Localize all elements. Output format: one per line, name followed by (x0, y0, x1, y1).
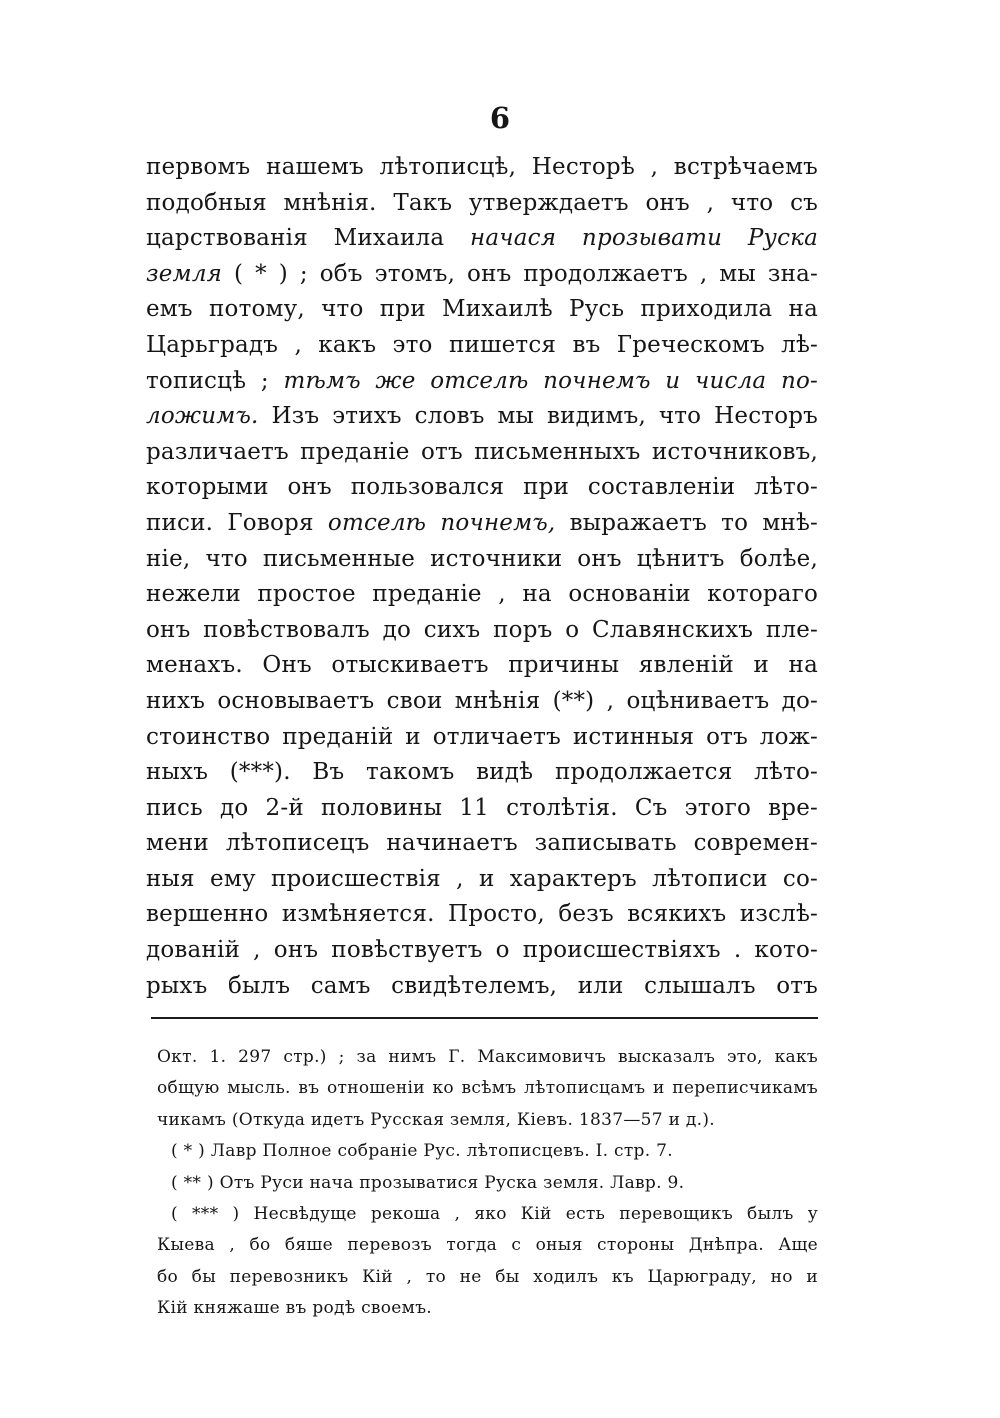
footnote-line: Кыева , бо бяше перевозъ тогда с оныя стороны Днѣпра. Аще (157, 1235, 818, 1256)
main-text (146, 150, 818, 1004)
footnote-1: ( * ) Лавр Полное собраніе Рус. лѣтописцевъ. I. стр. 7. (171, 1141, 673, 1162)
text-line: царствованія Михаила начася прозывати Руска (146, 225, 819, 252)
footnote-3: ( *** ) Несвѣдуще рекоша , яко Кій есть перевощикъ былъ у (171, 1203, 818, 1224)
footnote-line: общую мысль. въ отношеніи ко всѣмъ лѣтописцамъ и переписчикамъ (157, 1078, 818, 1099)
text-line: дованій , онъ повѣствуетъ о происшествіяхъ . кото- (146, 937, 818, 964)
text-line: ніе, что письменные источники онъ цѣнитъ болѣе, (146, 545, 818, 572)
text-line: мени лѣтописецъ начинаетъ записывать современ- (146, 830, 818, 857)
footnote-line: Окт. 1. 297 стр.) ; за нимъ Г. Максимовичъ высказалъ это, какъ (157, 1047, 818, 1067)
text-line: различаетъ преданіе отъ письменныхъ источниковъ, (146, 438, 818, 465)
text-line: емъ потому, что при Михаилѣ Русь приходила на (146, 296, 818, 323)
page-number: 6 (489, 101, 511, 135)
text-line: ложимъ. Изъ этихъ словъ мы видимъ, что Несторъ (146, 403, 819, 430)
text-line: онъ повѣствовалъ до сихъ поръ о Славянскихъ пле- (146, 616, 818, 643)
text-line: менахъ. Онъ отыскиваетъ причины явленій и на (146, 652, 818, 679)
quote-italic: начася прозывати Руска (470, 225, 819, 252)
text-line: подобныя мнѣнія. Такъ утверждаетъ онъ , что съ (146, 189, 818, 216)
footnote-divider (151, 1017, 818, 1019)
footnotes (157, 1042, 818, 1325)
text-line: ныхъ (***). Въ такомъ видѣ продолжается лѣто- (146, 759, 818, 786)
text-line: ныя ему происшествія , и характеръ лѣтописи со- (146, 865, 818, 892)
text-line: стоинство преданій и отличаетъ истинныя отъ лож- (146, 723, 818, 750)
quote-italic: ложимъ. (146, 403, 259, 430)
text-line: Царьградъ , какъ это пишется въ Греческомъ лѣ- (146, 331, 818, 358)
text-line: рыхъ былъ самъ свидѣтелемъ, или слышалъ отъ (146, 972, 818, 999)
footnote-line: чикамъ (Откуда идетъ Русская земля, Кіевъ. 1837—57 и д.). (157, 1109, 716, 1130)
footnote-line: Кій княжаше въ родѣ своемъ. (157, 1298, 433, 1319)
text-line: земля ( * ) ; объ этомъ, онъ продолжаетъ , мы зна- (146, 260, 818, 287)
text-line: нежели простое преданіе , на основаніи котораго (146, 581, 818, 608)
quote-italic: отселѣ почнемъ, (327, 509, 556, 536)
footnote-line: бо бы перевозникъ Кій , то не бы ходилъ къ Царюграду, но и (157, 1266, 818, 1287)
quote-italic: земля (146, 260, 223, 287)
text-line: пись до 2-й половины 11 столѣтія. Съ этого вре- (146, 794, 818, 821)
text-line: первомъ нашемъ лѣтописцѣ, Несторѣ , встрѣчаемъ (146, 154, 818, 180)
footnote-2: ( ** ) Отъ Руси нача прозыватися Руска земля. Лавр. 9. (171, 1172, 685, 1193)
quote-italic: тѣмъ же отселѣ почнемъ и числа по- (283, 367, 819, 394)
text-line: вершенно измѣняется. Просто, безъ всякихъ изслѣ- (146, 901, 818, 928)
text-line: писи. Говоря отселѣ почнемъ, выражаетъ то мнѣ- (146, 509, 818, 536)
text-line: нихъ основываетъ свои мнѣнія (**) , оцѣниваетъ до- (146, 687, 818, 714)
text-line: тописцѣ ; тѣмъ же отселѣ почнемъ и числа по- (146, 367, 819, 394)
text-line: которыми онъ пользовался при составленіи лѣто- (146, 474, 818, 501)
